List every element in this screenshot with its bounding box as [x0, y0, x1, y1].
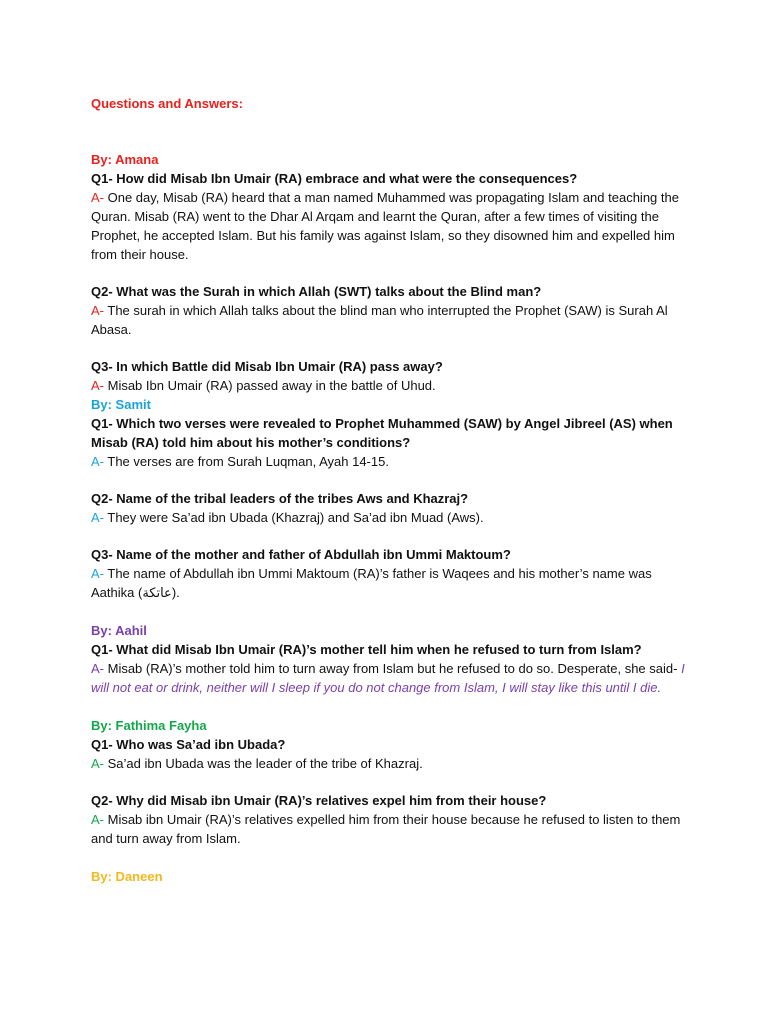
- answer-prefix: A-: [91, 756, 104, 771]
- qa-item: [91, 545, 691, 602]
- answer-body: Sa’ad ibn Ubada was the leader of the tribe of Khazraj.: [104, 756, 423, 771]
- section-fathima-fayha: [91, 716, 691, 848]
- author-heading: By: Amana: [91, 152, 159, 167]
- answer-prefix: A-: [91, 510, 104, 525]
- quote-text: I will not eat or drink, neither will I sleep if you do not change from Islam, I will stay like this until I die.: [91, 661, 685, 695]
- answer-body: Misab (RA)’s mother told him to turn away from Islam but he refused to do so. Desperate, she said-: [104, 661, 682, 676]
- question-text: Q1- Who was Sa’ad ibn Ubada?: [91, 737, 286, 752]
- answer-prefix: A-: [91, 566, 104, 581]
- answer-text: [91, 659, 691, 697]
- answer-prefix: A-: [91, 190, 104, 205]
- answer-prefix: A-: [91, 661, 104, 676]
- question-text: Q1- Which two verses were revealed to Prophet Muhammed (SAW) by Angel Jibreel (AS) when Misab (RA) told him about his mother’s conditions?: [91, 416, 673, 450]
- section-amana: [91, 150, 691, 395]
- qa-item: [91, 357, 691, 395]
- qa-item: [91, 169, 691, 264]
- answer-body: They were Sa’ad ibn Ubada (Khazraj) and Sa’ad ibn Muad (Aws).: [104, 510, 484, 525]
- qa-item: [91, 640, 691, 697]
- answer-text: [91, 508, 691, 527]
- qa-item: [91, 489, 691, 527]
- document-title: Questions and Answers:: [91, 96, 243, 111]
- question-text: Q3- In which Battle did Misab Ibn Umair (RA) pass away?: [91, 359, 443, 374]
- question-text: Q2- What was the Surah in which Allah (SWT) talks about the Blind man?: [91, 284, 542, 299]
- author-heading: By: Daneen: [91, 869, 163, 884]
- answer-text: [91, 452, 691, 471]
- answer-prefix: A-: [91, 454, 104, 469]
- author-heading: By: Fathima Fayha: [91, 718, 207, 733]
- answer-body: One day, Misab (RA) heard that a man named Muhammed was propagating Islam and teaching the Quran. Misab (RA) went to the Dhar Al Arqam and learnt the Quran, after a few times of visiting the Prophet, he accepted Islam. But his family was against Islam, so they disowned him and expelled him from their house.: [91, 190, 679, 262]
- author-heading: By: Aahil: [91, 623, 147, 638]
- answer-body: Misab Ibn Umair (RA) passed away in the battle of Uhud.: [104, 378, 436, 393]
- answer-body: Misab ibn Umair (RA)’s relatives expelled him from their house because he refused to listen to them and turn away from Islam.: [91, 812, 681, 846]
- section-aahil: [91, 621, 691, 697]
- section-samit: [91, 395, 691, 602]
- answer-text: [91, 810, 691, 848]
- answer-text: [91, 564, 691, 602]
- section-daneen: [91, 867, 691, 886]
- qa-item: [91, 414, 691, 471]
- answer-prefix: A-: [91, 303, 104, 318]
- answer-prefix: A-: [91, 378, 104, 393]
- question-text: Q2- Why did Misab ibn Umair (RA)’s relatives expel him from their house?: [91, 793, 547, 808]
- answer-body: The verses are from Surah Luqman, Ayah 14-15.: [104, 454, 389, 469]
- document-body: [91, 94, 691, 886]
- question-text: Q1- How did Misab Ibn Umair (RA) embrace and what were the consequences?: [91, 171, 578, 186]
- answer-body: The surah in which Allah talks about the blind man who interrupted the Prophet (SAW) is Surah Al Abasa.: [91, 303, 668, 337]
- author-heading: By: Samit: [91, 397, 151, 412]
- answer-text: [91, 754, 691, 773]
- answer-text: [91, 301, 691, 339]
- answer-text: [91, 188, 691, 264]
- question-text: Q1- What did Misab Ibn Umair (RA)’s mother tell him when he refused to turn from Islam?: [91, 642, 642, 657]
- answer-body: The name of Abdullah ibn Ummi Maktoum (RA)’s father is Waqees and his mother’s name was Aathika (عاتكة).: [91, 566, 652, 600]
- qa-item: [91, 282, 691, 339]
- qa-item: [91, 735, 691, 773]
- answer-prefix: A-: [91, 812, 104, 827]
- question-text: Q3- Name of the mother and father of Abdullah ibn Ummi Maktoum?: [91, 547, 511, 562]
- qa-item: [91, 791, 691, 848]
- answer-text: [91, 376, 691, 395]
- question-text: Q2- Name of the tribal leaders of the tribes Aws and Khazraj?: [91, 491, 469, 506]
